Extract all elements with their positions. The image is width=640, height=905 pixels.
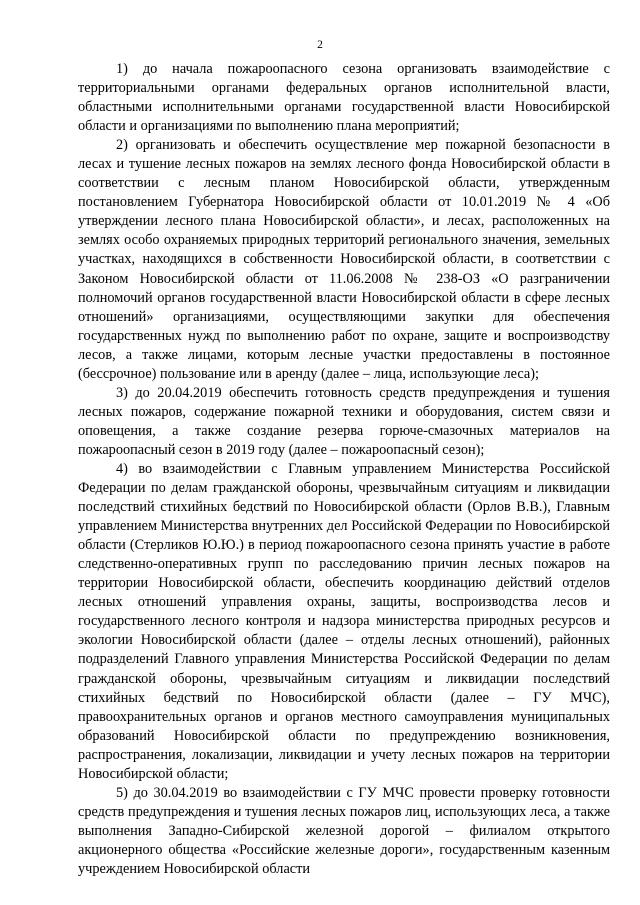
document-body (78, 60, 610, 879)
paragraph-item-1: 1) до начала пожароопасного сезона организовать взаимодействие с территориальными органами федеральных органов исполнительной власти, областными исполнительными органами государственной власти Новосибирской области и организациями по выполнению плана мероприятий; (78, 61, 610, 135)
paragraph-item-4: 4) во взаимодействии с Главным управлением Министерства Российской Федерации по делам гражданской обороны, чрезвычайным ситуациям и ликвидации последствий стихийных бедствий по Новосибирской области (Орлов В.В.), Главным управлением Министерства внутренних дел Российской Федерации по Новосибирской области (Стерликов Ю.Ю.) в период пожароопасного сезона принять участие в работе следственно-оперативных групп по расследованию причин лесных пожаров на территории Новосибирской области, обеспечить координацию действий отделов лесных отношений управления охраны, защиты, воспроизводства лесов и государственного лесного контроля и надзора министерства природных ресурсов и экологии Новосибирской области (далее – отделы лесных отношений), районных подразделений Главного управления Министерства Российской Федерации по делам гражданской обороны, чрезвычайным ситуациям и ликвидации последствий стихийных бедствий по Новосибирской области (далее – ГУ МЧС), правоохранительных органов и органов местного самоуправления муниципальных образований Новосибирской области по предупреждению возникновения, распространения, локализации, ликвидации и учету лесных пожаров на территории Новосибирской области; (78, 460, 610, 782)
paragraph-item-3: 3) до 20.04.2019 обеспечить готовность средств предупреждения и тушения лесных пожаров, содержание пожарной техники и оборудования, систем связи и оповещения, а также создание резерва горюче-смазочных материалов на пожароопасный сезон в 2019 году (далее – пожароопасный сезон); (78, 384, 610, 458)
paragraph-item-5: 5) до 30.04.2019 во взаимодействии с ГУ МЧС провести проверку готовности средств предупреждения и тушения лесных пожаров лиц, использующих леса, а также выполнения Западно-Сибирской железной дорогой – филиалом открытого акционерного общества «Российские железные дороги», государственным казенным учреждением Новосибирской области (78, 784, 610, 877)
paragraph-item-2: 2) организовать и обеспечить осуществление мер пожарной безопасности в лесах и тушение лесных пожаров на землях лесного фонда Новосибирской области в соответствии с лесным планом Новосибирской области, утвержденным постановлением Губернатора Новосибирской области от 10.01.2019 № 4 «Об утверждении лесного плана Новосибирской области», и лесах, расположенных на землях особо охраняемых природных территорий регионального значения, земельных участках, находящихся в собственности Новосибирской области, в соответствии с Законом Новосибирской области от 11.06.2008 № 238-ОЗ «О разграничении полномочий органов государственной власти Новосибирской области в сфере лесных отношений» организациями, осуществляющими закупки для обеспечения государственных нужд по выполнению работ по охране, защите и воспроизводству лесов, а также лицами, которым лесные участки предоставлены в постоянное (бессрочное) пользование или в аренду (далее – лица, использующие леса); (78, 137, 610, 382)
page-number: 2 (317, 39, 323, 51)
